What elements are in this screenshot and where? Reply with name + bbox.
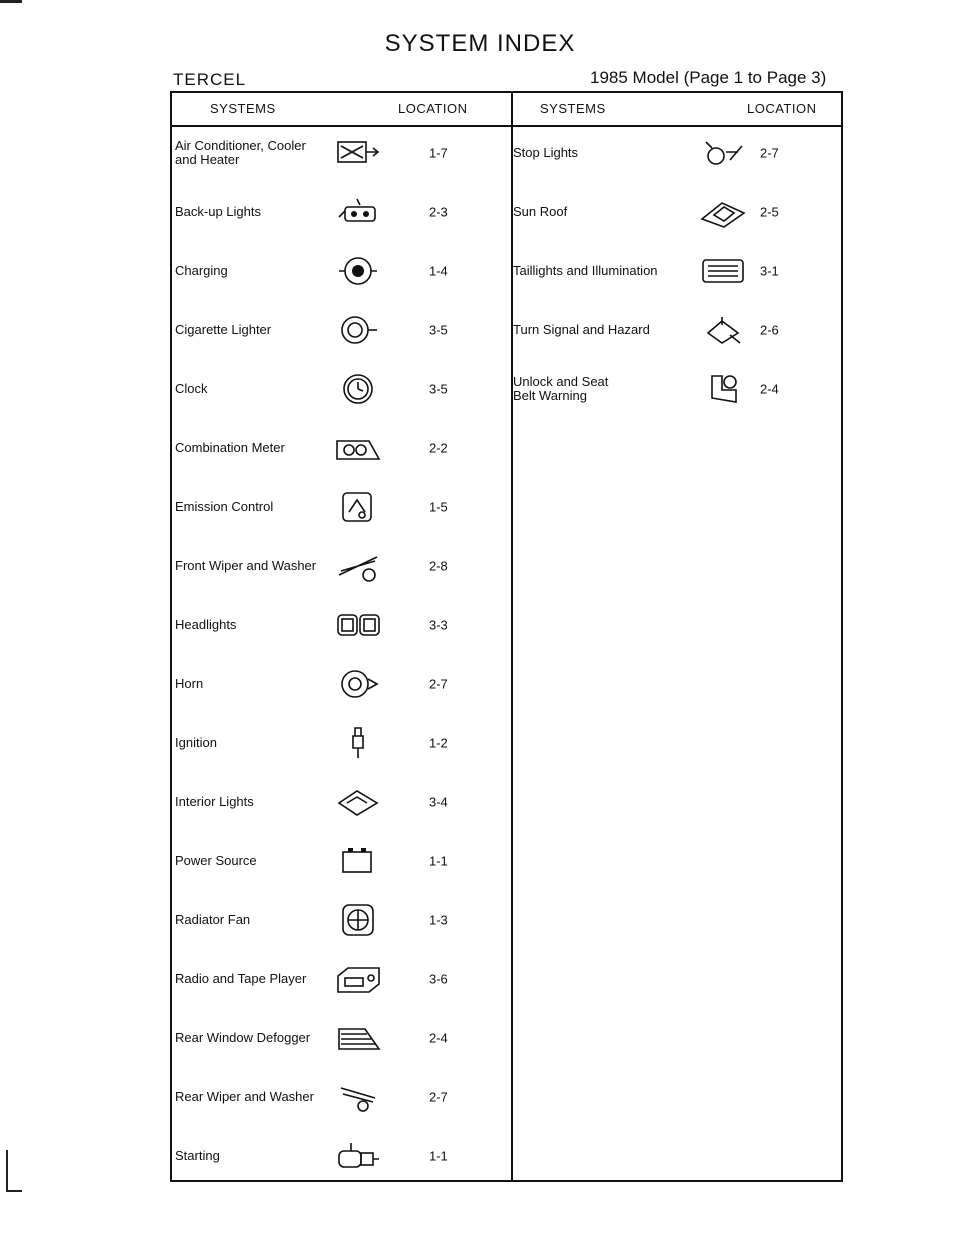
system-row <box>175 251 495 291</box>
system-row <box>175 192 495 232</box>
system-name: Cigarette Lighter <box>175 322 272 337</box>
system-row <box>175 428 495 468</box>
system-row <box>175 605 495 645</box>
system-name: Clock <box>175 381 208 396</box>
system-location: 3-5 <box>429 381 448 397</box>
system-row <box>513 369 833 409</box>
system-location: 2-7 <box>760 145 779 161</box>
system-row <box>175 841 495 881</box>
rear-wiper-icon <box>335 1080 381 1114</box>
emission-control-icon <box>335 490 381 524</box>
turn-signal-icon <box>700 313 746 347</box>
backup-lights-icon <box>335 195 381 229</box>
system-name: Taillights and Illumination <box>513 263 658 278</box>
system-row <box>513 192 833 232</box>
system-location: 3-1 <box>760 263 779 279</box>
scan-edge-mark <box>6 1150 8 1192</box>
system-name: Stop Lights <box>513 145 579 160</box>
system-name: Headlights <box>175 617 237 632</box>
system-location: 1-1 <box>429 1148 448 1164</box>
sun-roof-icon <box>700 195 746 229</box>
system-name: Starting <box>175 1148 220 1163</box>
system-name: Radiator Fan <box>175 912 251 927</box>
radio-icon <box>335 962 381 996</box>
clock-icon <box>335 372 381 406</box>
system-row <box>175 900 495 940</box>
system-row <box>175 133 495 173</box>
battery-icon <box>335 844 381 878</box>
system-name: Radio and Tape Player <box>175 971 307 986</box>
headlights-icon <box>335 608 381 642</box>
seat-belt-icon <box>700 372 746 406</box>
system-name: Rear Window Defogger <box>175 1030 311 1045</box>
header-systems-left: SYSTEMS <box>210 101 276 116</box>
system-location: 2-3 <box>429 204 448 220</box>
system-location: 1-7 <box>429 145 448 161</box>
system-location: 2-4 <box>760 381 779 397</box>
system-name: Front Wiper and Washer <box>175 558 317 573</box>
system-location: 1-5 <box>429 499 448 515</box>
rear-defogger-icon <box>335 1021 381 1055</box>
system-row <box>175 1018 495 1058</box>
front-wiper-icon <box>335 549 381 583</box>
system-location: 2-2 <box>429 440 448 456</box>
system-location: 1-1 <box>429 853 448 869</box>
scan-edge-mark <box>0 0 22 3</box>
radiator-fan-icon <box>335 903 381 937</box>
system-location: 3-4 <box>429 794 448 810</box>
alternator-icon <box>335 254 381 288</box>
system-location: 1-2 <box>429 735 448 751</box>
system-location: 2-6 <box>760 322 779 338</box>
system-row <box>513 310 833 350</box>
stop-light-switch-icon <box>700 136 746 170</box>
system-location: 2-7 <box>429 676 448 692</box>
system-location: 2-4 <box>429 1030 448 1046</box>
system-row <box>175 959 495 999</box>
horn-icon <box>335 667 381 701</box>
system-row <box>175 310 495 350</box>
spark-plug-icon <box>335 726 381 760</box>
header-rule <box>172 125 841 127</box>
air-conditioner-icon <box>335 136 381 170</box>
taillight-icon <box>700 254 746 288</box>
starter-motor-icon <box>335 1139 381 1173</box>
system-row <box>175 723 495 763</box>
system-name: Sun Roof <box>513 204 568 219</box>
system-row <box>175 546 495 586</box>
header-systems-right: SYSTEMS <box>540 101 606 116</box>
system-name: Emission Control <box>175 499 274 514</box>
system-name: Back-up Lights <box>175 204 261 219</box>
model-year-pages: 1985 Model (Page 1 to Page 3) <box>590 68 827 87</box>
system-row <box>175 1136 495 1176</box>
system-location: 2-7 <box>429 1089 448 1105</box>
cigarette-lighter-icon <box>335 313 381 347</box>
system-name: Power Source <box>175 853 257 868</box>
system-location: 3-6 <box>429 971 448 987</box>
system-name: Turn Signal and Hazard <box>513 322 650 337</box>
header-location-right: LOCATION <box>747 101 817 116</box>
vehicle-model: TERCEL <box>173 70 247 89</box>
system-location: 2-5 <box>760 204 779 220</box>
system-row <box>175 487 495 527</box>
header-location-left: LOCATION <box>398 101 468 116</box>
system-name: Unlock and Seat Belt Warning <box>513 374 609 403</box>
system-row <box>175 664 495 704</box>
system-row <box>175 369 495 409</box>
system-name: Charging <box>175 263 228 278</box>
system-name: Interior Lights <box>175 794 254 809</box>
system-row <box>175 1077 495 1117</box>
system-row <box>175 782 495 822</box>
system-name: Horn <box>175 676 204 691</box>
system-row <box>513 251 833 291</box>
system-row <box>513 133 833 173</box>
combination-meter-icon <box>335 431 381 465</box>
system-location: 3-5 <box>429 322 448 338</box>
system-location: 1-3 <box>429 912 448 928</box>
system-name: Rear Wiper and Washer <box>175 1089 314 1104</box>
interior-light-icon <box>335 785 381 819</box>
system-location: 1-4 <box>429 263 448 279</box>
system-name: Combination Meter <box>175 440 285 455</box>
system-name: Air Conditioner, Cooler and Heater <box>175 138 306 167</box>
page-title: SYSTEM INDEX <box>384 30 576 57</box>
system-location: 3-3 <box>429 617 448 633</box>
scan-edge-mark <box>6 1190 22 1192</box>
system-name: Ignition <box>175 735 217 750</box>
system-location: 2-8 <box>429 558 448 574</box>
